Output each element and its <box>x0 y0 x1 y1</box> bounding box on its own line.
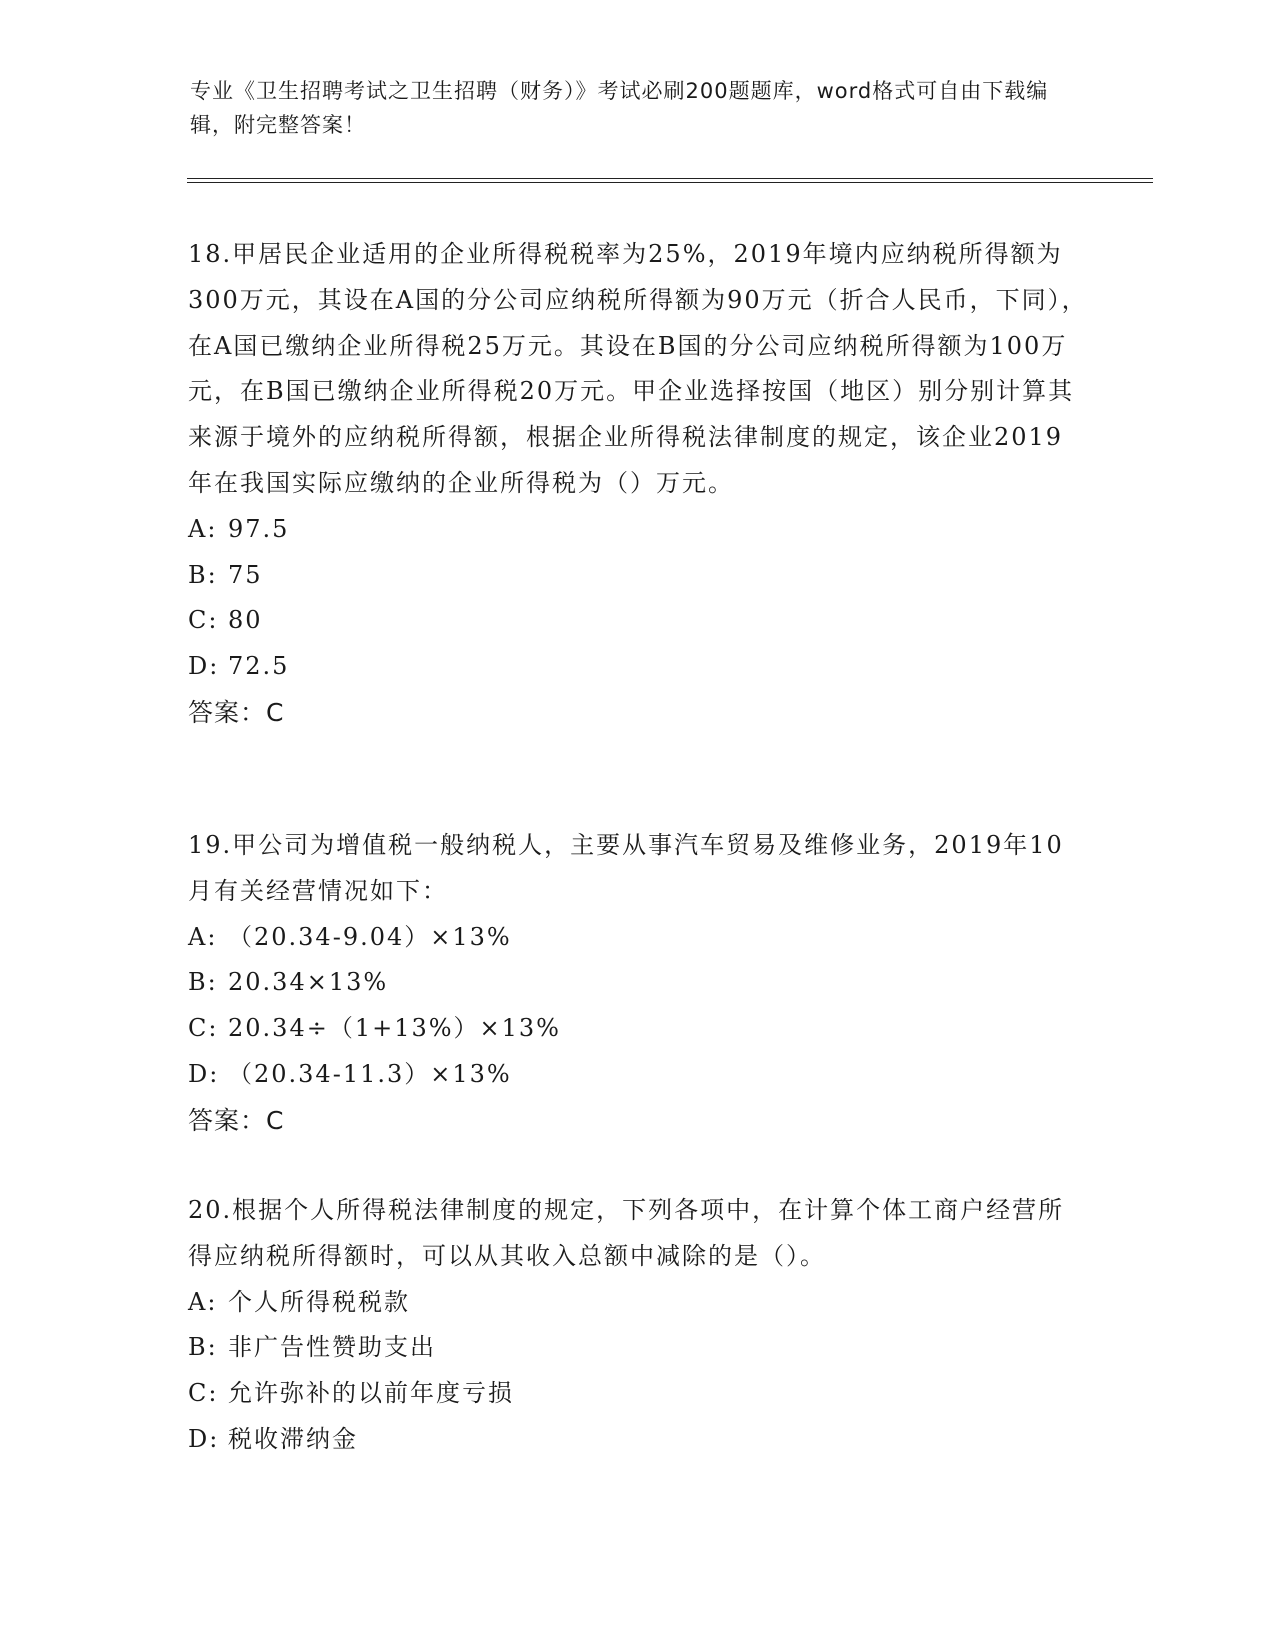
option-text: 个人所得税税款 <box>228 1287 410 1316</box>
option-d <box>188 1052 1088 1098</box>
question-18 <box>188 232 1088 736</box>
option-key: D: <box>188 652 220 681</box>
question-stem: 19.甲公司为增值税一般纳税人，主要从事汽车贸易及维修业务，2019年10月有关经营情况如下： <box>188 831 1064 905</box>
option-key: A: <box>188 514 218 543</box>
answer-line: 答案：C <box>188 697 285 727</box>
option-c <box>188 1371 1088 1417</box>
option-key: A: <box>188 922 218 951</box>
option-b <box>188 1325 1088 1371</box>
option-key: C: <box>188 606 219 635</box>
option-key: B: <box>188 968 218 997</box>
option-text: （20.34-11.3）×13% <box>228 1059 512 1088</box>
option-text: 72.5 <box>228 652 290 681</box>
option-text: 97.5 <box>228 514 290 543</box>
option-text: 20.34÷（1+13%）×13% <box>228 1014 561 1043</box>
document-intro: 专业《卫生招聘考试之卫生招聘（财务）》考试必刷200题题库，word格式可自由下载编辑，附完整答案！ <box>190 79 1049 137</box>
option-text: 允许弥补的以前年度亏损 <box>228 1379 514 1408</box>
option-text: 非广告性赞助支出 <box>228 1333 436 1362</box>
header-divider-bottom <box>187 182 1153 183</box>
option-text: 75 <box>228 560 263 589</box>
option-key: D: <box>188 1059 220 1088</box>
option-key: C: <box>188 1379 219 1408</box>
option-key: A: <box>188 1287 218 1316</box>
question-20 <box>188 1188 1088 1463</box>
answer-line: 答案：C <box>188 1105 285 1135</box>
header-divider-top <box>187 178 1153 179</box>
question-stem: 20.根据个人所得税法律制度的规定，下列各项中，在计算个体工商户经营所得应纳税所得额时，可以从其收入总额中减除的是（）。 <box>188 1196 1065 1270</box>
option-d <box>188 1417 1088 1463</box>
option-d <box>188 644 1088 690</box>
question-stem: 18.甲居民企业适用的企业所得税税率为25%，2019年境内应纳税所得额为300万元，其设在A国的分公司应纳税所得额为90万元（折合人民币，下同），在A国已缴纳企业所得税25万元。其设在B国的分公司应纳税所得额为100万元，在B国已缴纳企业所得税20万元。甲企业选择按国（地区）别分别计算其来源于境外的应纳税所得额，根据企业所得税法律制度的规定，该企业2019年在我国实际应缴纳的企业所得税为（）万元。 <box>188 240 1088 497</box>
option-a <box>188 915 1088 961</box>
option-key: B: <box>188 1333 218 1362</box>
option-key: C: <box>188 1014 219 1043</box>
option-key: D: <box>188 1424 220 1453</box>
option-a <box>188 507 1088 553</box>
option-c <box>188 1006 1088 1052</box>
option-a <box>188 1280 1088 1326</box>
option-text: 20.34×13% <box>228 968 389 997</box>
option-key: B: <box>188 560 218 589</box>
option-text: 税收滞纳金 <box>228 1424 358 1453</box>
option-text: 80 <box>228 606 263 635</box>
option-text: （20.34-9.04）×13% <box>228 922 512 951</box>
option-b <box>188 553 1088 599</box>
option-b <box>188 960 1088 1006</box>
question-19 <box>188 823 1088 1144</box>
option-c <box>188 598 1088 644</box>
